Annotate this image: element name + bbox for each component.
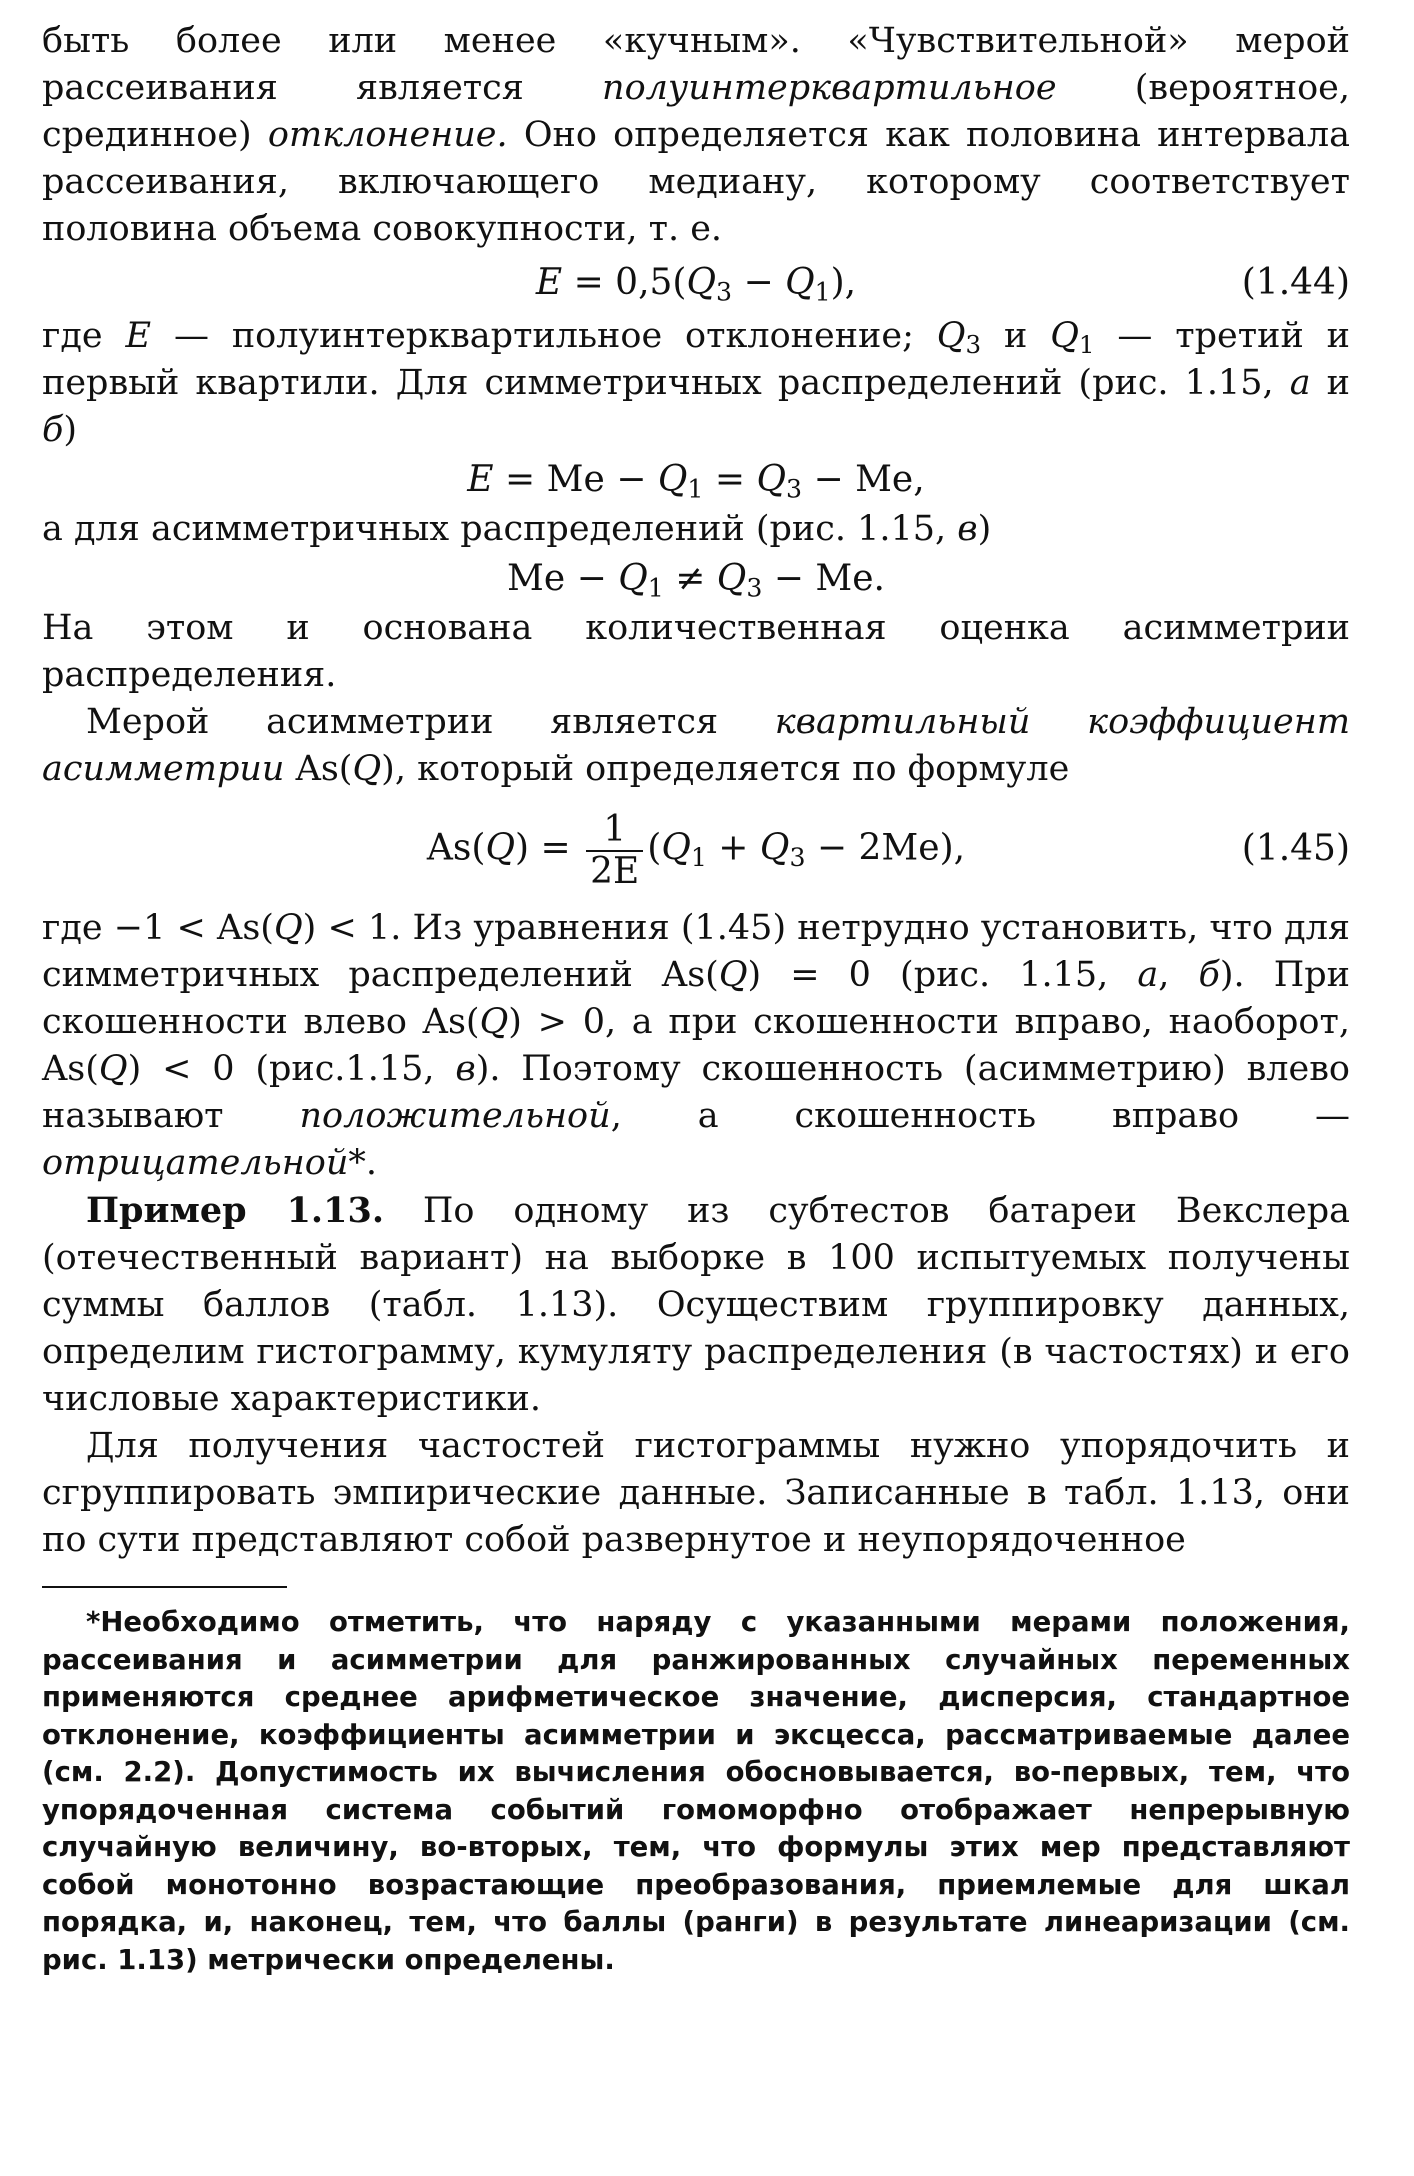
footnote: *Необходимо отметить, что наряду с указанными мерами положения, рассеивания и асимметрии для ранжированных случайных переменных применяются среднее арифметическое значение, дисперсия, стандартное отклонение, коэффициенты асимметрии и эксцесса, рассматриваемые далее (см. 2.2). Допустимость их вычисления обосновывается, во-первых, тем, что упорядоченная система событий гомоморфно отображает непрерывную случайную величину, во-вторых, тем, что формулы этих мер представляют собой монотонно возрастающие преобразования, приемлемые для шкал порядка, и, наконец, тем, что баллы (ранги) в результате линеаризации (см. рис. 1.13) метрически определены. (42, 1606, 1350, 1976)
fraction: $\frac{1}{2E}$ (586, 810, 643, 891)
page-body (42, 18, 1350, 1979)
paragraph-definition: где E — полуинтерквартильное отклонение; $Q_3$ и $Q_1$ — третий и первый квартили. Для симметричных распределений (рис. 1.15, а и б) (42, 316, 1351, 450)
text: быть более или менее «кучным». «Чувствительной» мерой рассеивания является (42, 21, 1350, 108)
equation-1-44 (42, 253, 1350, 313)
equation-body: $E = 0,5(Q_3 - Q_1)$, (535, 262, 857, 307)
paragraph-grouping: Для получения частостей гистограммы нужно упорядочить и сгруппировать эмпирические данные. Записанные в табл. 1.13, они по сути представляют собой развернутое и неупорядоченное (42, 1426, 1350, 1560)
text: Оно определяется как половина интервала рассеивания, включающего медиану, которому соответствует половина объема совокупности, т. е. (42, 115, 1350, 249)
term-positive: положительной (299, 1096, 611, 1136)
footnote-divider (42, 1586, 287, 1588)
term-negative: отрицательной* (42, 1143, 366, 1183)
equation-number: (1.45) (1241, 828, 1350, 869)
equation-symmetric (42, 454, 1350, 506)
paragraph-asymmetric: а для асимметричных распределений (рис. 1.15, в) (42, 509, 992, 549)
paragraph-dispersion-measure (42, 18, 1350, 253)
example-label: Пример 1.13. (86, 1190, 385, 1231)
equation-body: $Me - Q_1 \ne Q_3 - Me$. (506, 558, 886, 603)
equation-body: $E = Me - Q_1 = Q_3 - Me$, (467, 459, 925, 504)
term-deviation: отклонение. (267, 115, 508, 155)
paragraph-example: Пример 1.13. По одному из субтестов батареи Векслера (отечественный вариант) на выборке в 100 испытуемых получены суммы баллов (табл. 1.13). Осуществим группировку данных, определим гистограмму, кумуляту распределения (в частостях) и его числовые характеристики. (42, 1190, 1350, 1419)
equation-asymmetric (42, 553, 1350, 605)
paragraph-asymmetry-range: где −1 < As(Q) < 1. Из уравнения (1.45) нетрудно установить, что для симметричных распределений As(Q) = 0 (рис. 1.15, а, б). При скошенности влево As(Q) > 0, а при скошенности вправо, наоборот, As(Q) < 0 (рис.1.15, в). Поэтому скошенность (асимметрию) влево называют положительной, а скошенность вправо — отрицательной*. (42, 908, 1351, 1183)
text: (вероятное, срединное) (42, 68, 1350, 155)
paragraph-basis: На этом и основана количественная оценка асимметрии распределения. (42, 608, 1350, 695)
equation-body: As(Q) = $\frac{1}{2E}$ $(Q_1 + Q_3 - 2Me)$, (426, 809, 966, 892)
paragraph-asymmetry-measure: Мерой асимметрии является квартильный коэффициент асимметрии As(Q), который определяется по формуле (42, 702, 1351, 789)
equation-number: (1.44) (1241, 262, 1350, 303)
equation-1-45 (42, 793, 1350, 905)
term-semi-interquartile: полуинтерквартильное (602, 68, 1057, 108)
term-quartile-coefficient: квартильный коэффициент асимметрии (42, 702, 1351, 789)
